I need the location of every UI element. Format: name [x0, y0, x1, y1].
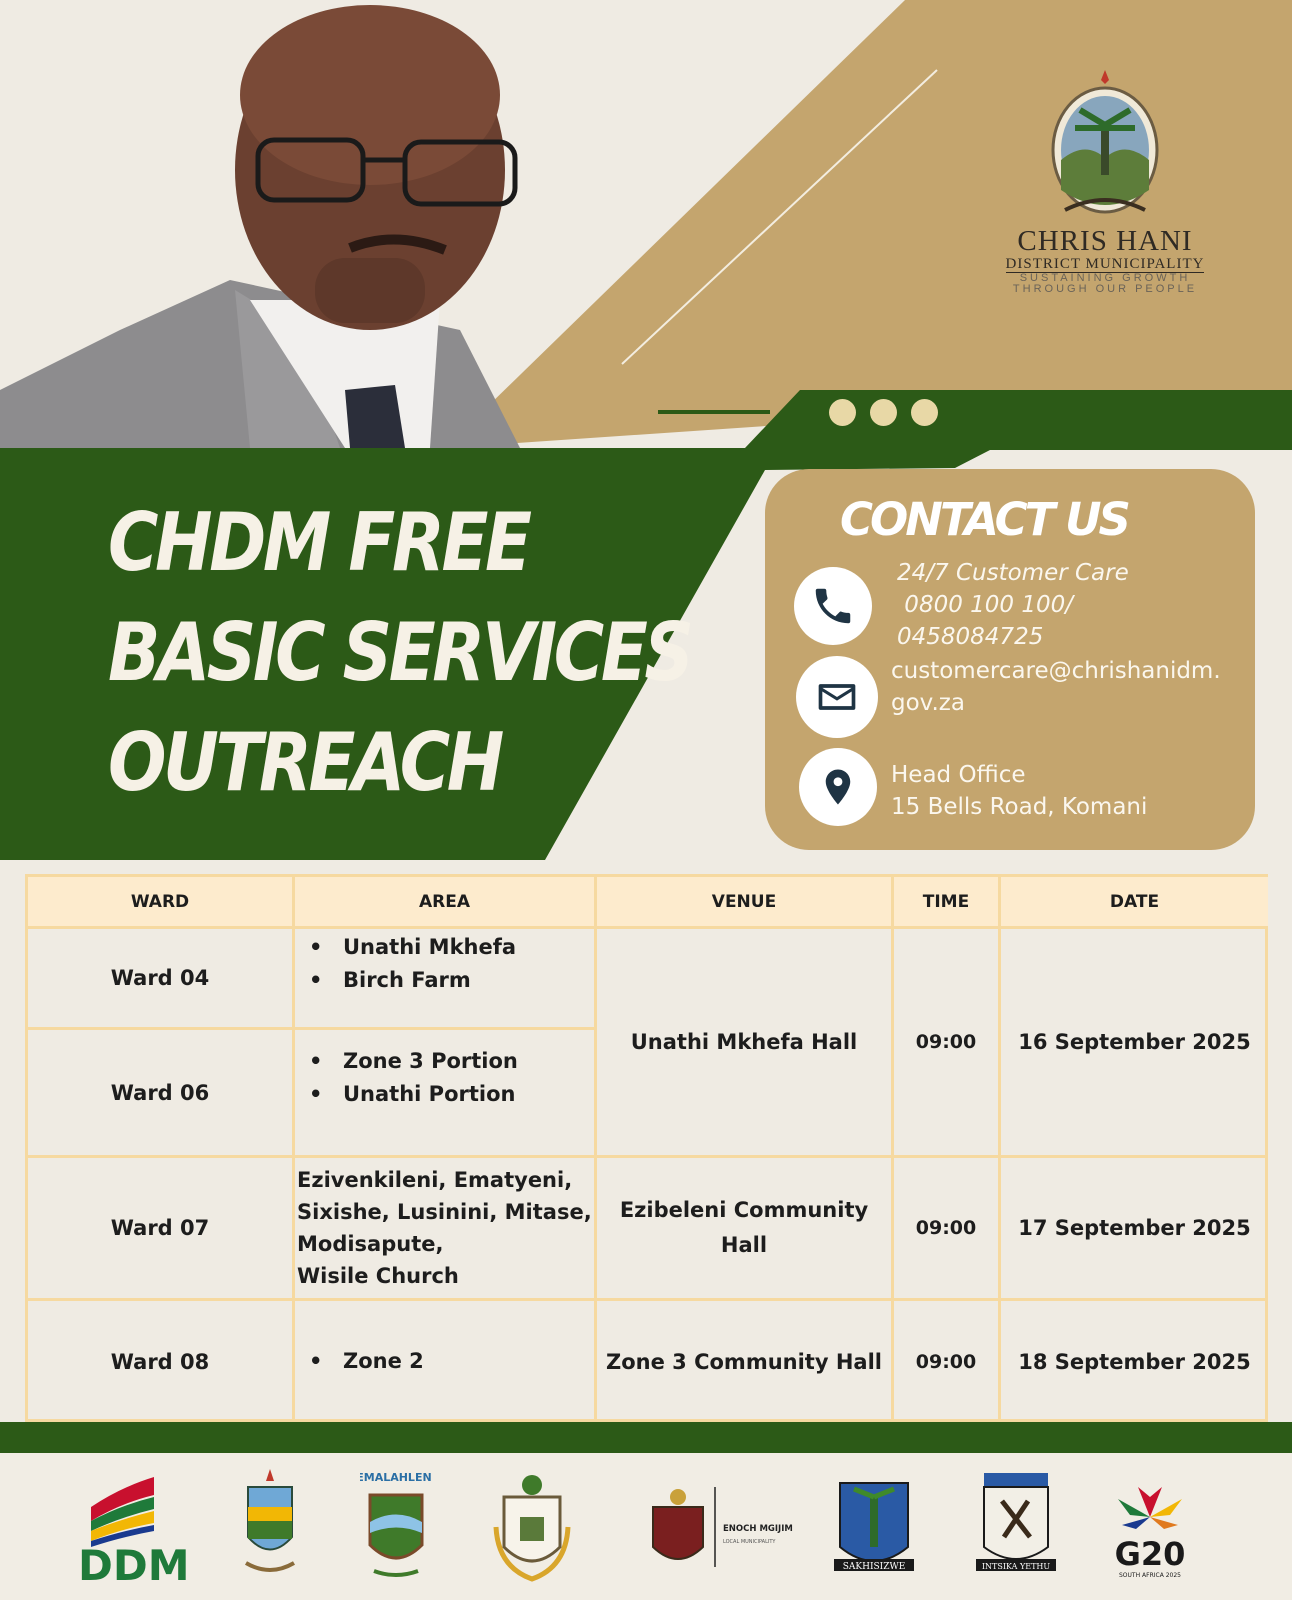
- emalahleni-logo: [360, 1467, 432, 1585]
- venue-line-2: Hall: [720, 1233, 768, 1257]
- g20-sub-text: SOUTH AFRICA 2025: [1119, 1572, 1181, 1579]
- area-item: • Unathi Mkhefa: [295, 931, 516, 964]
- ddm-logo: [76, 1467, 188, 1585]
- table-row-area: [295, 1030, 597, 1158]
- enoch-sub-text: LOCAL MUNICIPALITY: [723, 1539, 776, 1545]
- schedule-table: [25, 874, 1268, 1422]
- g20-text: G20: [1114, 1535, 1186, 1573]
- care-phone-1[interactable]: 0800 100 100/: [897, 592, 1074, 618]
- area-item: • Zone 3 Portion: [295, 1045, 518, 1078]
- table-row-area: [295, 1301, 597, 1422]
- brand-subtitle: DISTRICT MUNICIPALITY: [1005, 256, 1205, 272]
- date-cell: 16 September 2025: [1001, 929, 1268, 1158]
- header-time: TIME: [894, 877, 1001, 929]
- area-line: Modisapute,: [297, 1232, 444, 1256]
- header-area: AREA: [295, 877, 597, 929]
- venue-cell: Zone 3 Community Hall: [597, 1301, 894, 1422]
- title-line-2: BASIC SERVICES: [108, 606, 691, 699]
- enoch-text: ENOCH MGIJIMA: [723, 1524, 793, 1534]
- area-item: • Zone 2: [295, 1345, 424, 1378]
- decor-dot: [829, 399, 856, 426]
- area-line: Ezivenkileni, Ematyeni,: [297, 1168, 573, 1192]
- header-ward: WARD: [28, 877, 295, 929]
- header-date: DATE: [1001, 877, 1268, 929]
- ddm-text: DDM: [78, 1541, 188, 1585]
- office-address: 15 Bells Road, Komani: [891, 794, 1148, 820]
- emalahleni-text: EMALAHLENI: [360, 1471, 432, 1484]
- area-item: • Birch Farm: [295, 964, 516, 997]
- care-label: 24/7 Customer Care: [897, 560, 1129, 586]
- municipality-crest-1: [240, 1467, 300, 1585]
- care-phone-2[interactable]: 0458084725: [897, 624, 1044, 650]
- venue-cell: [597, 1158, 894, 1301]
- venue-line-1: Ezibeleni Community: [619, 1198, 869, 1222]
- g20-logo: [1108, 1467, 1192, 1585]
- title-line-1: CHDM FREE: [108, 496, 529, 589]
- venue-cell: Unathi Mkhefa Hall: [597, 929, 894, 1158]
- decor-dot: [870, 399, 897, 426]
- time-cell: 09:00: [894, 1158, 1001, 1301]
- footer-band: [0, 1422, 1292, 1453]
- official-portrait: [0, 0, 560, 448]
- location-pin-icon: [799, 748, 877, 826]
- table-row-area: [295, 929, 597, 1030]
- brand-tagline-1: SUSTAINING GROWTH: [1019, 272, 1191, 284]
- municipality-crest-2: [490, 1467, 574, 1585]
- area-line: Wisile Church: [297, 1264, 459, 1288]
- title-line-3: OUTREACH: [108, 716, 501, 809]
- sakhisizwe-text: SAKHISIZWE: [842, 1562, 906, 1572]
- decor-dot: [911, 399, 938, 426]
- contact-email-2[interactable]: gov.za: [891, 690, 965, 716]
- enoch-mgijima-logo: [643, 1467, 793, 1585]
- intsika-text: INTSIKA YETHU: [981, 1562, 1051, 1571]
- table-row-ward: Ward 04: [28, 929, 295, 1030]
- time-cell: 09:00: [894, 1301, 1001, 1422]
- table-row-area: [295, 1158, 597, 1301]
- header-venue: VENUE: [597, 877, 894, 929]
- area-line: Sixishe, Lusinini, Mitase,: [297, 1200, 592, 1224]
- date-cell: 18 September 2025: [1018, 1349, 1251, 1374]
- time-cell: 09:00: [894, 929, 1001, 1158]
- chdm-emblem-icon: [1045, 70, 1165, 220]
- table-row-ward: Ward 08: [28, 1301, 295, 1422]
- area-item: • Unathi Portion: [295, 1078, 518, 1111]
- chdm-logo: [985, 70, 1225, 300]
- contact-card: [765, 469, 1255, 850]
- intsika-yethu-logo: [972, 1467, 1060, 1585]
- date-cell: 17 September 2025: [1001, 1158, 1268, 1301]
- table-row-ward: Ward 07: [28, 1158, 295, 1301]
- outreach-title: [108, 488, 728, 818]
- mail-icon: [796, 656, 878, 738]
- brand-tagline-2: THROUGH OUR PEOPLE: [1012, 283, 1198, 295]
- office-label: Head Office: [891, 762, 1026, 788]
- phone-icon: [794, 567, 872, 645]
- brand-name: CHRIS HANI: [1017, 225, 1193, 257]
- sakhisizwe-logo: [830, 1467, 918, 1585]
- partner-logos: [0, 1453, 1292, 1600]
- contact-email-1[interactable]: customercare@chrishanidm.: [891, 658, 1221, 684]
- table-row-ward: Ward 06: [28, 1030, 295, 1158]
- contact-heading: CONTACT US: [840, 493, 1128, 546]
